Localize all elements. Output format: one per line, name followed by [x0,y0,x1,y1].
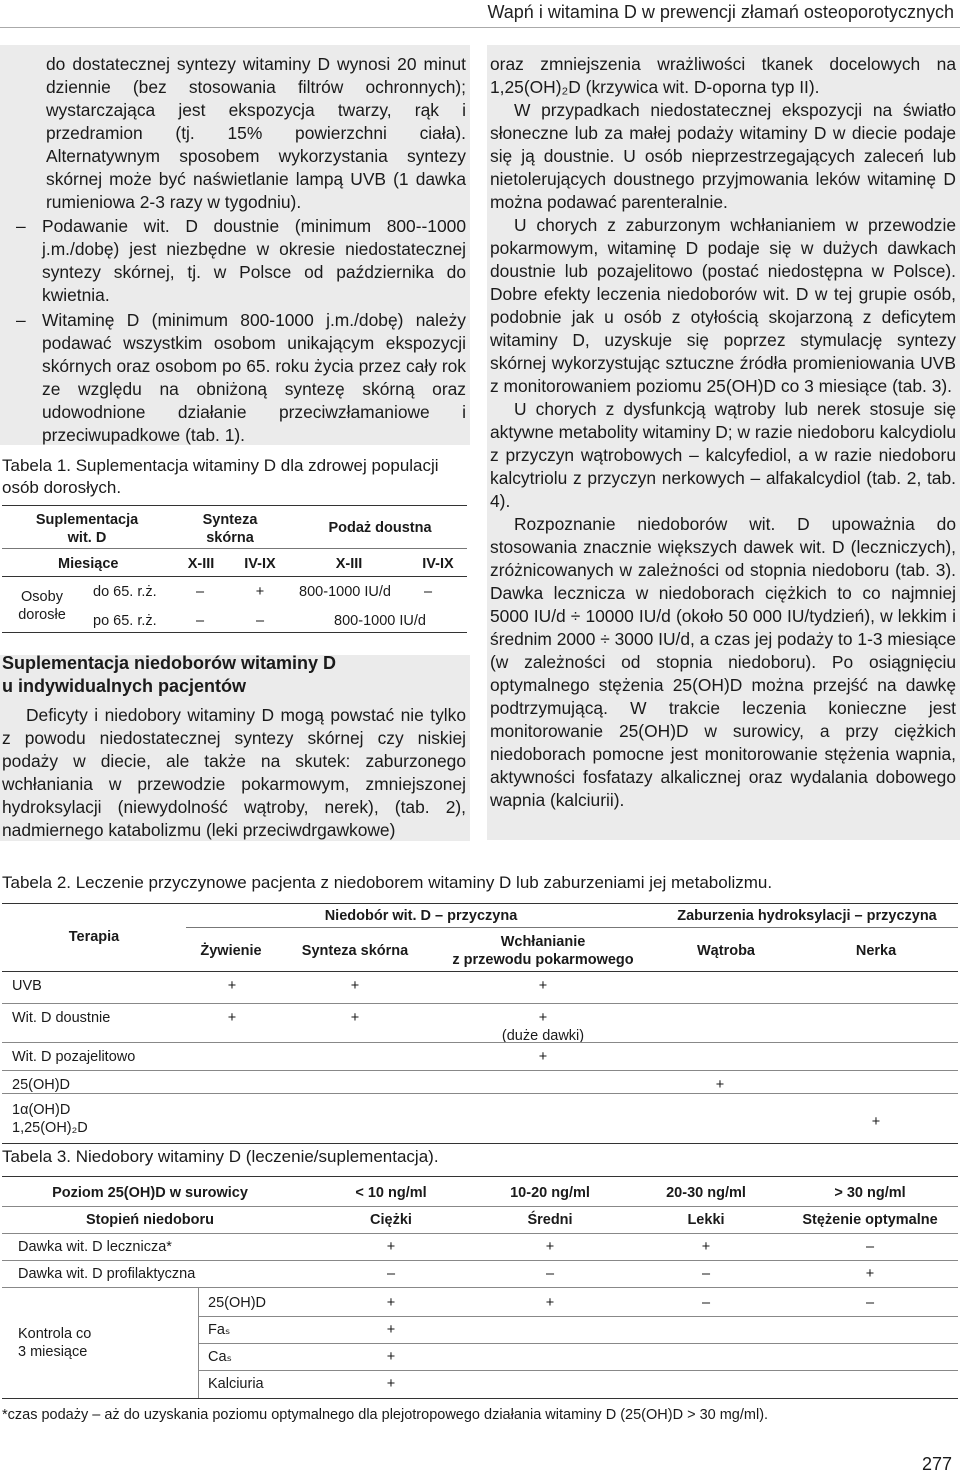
t1-h-supl [22,511,152,547]
t1-row-label-2: dorosłe [18,607,66,623]
t3-cell: Poziom 25(OH)D w surowicy [52,1185,248,1201]
t3-cell: Dawka wit. D profilaktyczna [18,1266,196,1282]
t1-r1-c2: + [255,584,265,600]
t2-h-watroba: Wątroba [697,943,755,959]
t2-cell-wchl-note: (duże dawki) [501,1028,585,1044]
t2-last-label [12,1101,88,1137]
t3-kontrola [18,1325,91,1361]
t2-h-terapia: Terapia [68,929,120,945]
t2-row-rule [2,1093,958,1094]
t1-h-m3: X-III [335,556,363,572]
t3-cell: Stopień niedoboru [85,1212,215,1228]
t1-r2-c1: – [195,613,205,629]
t3-cell: + [701,1239,711,1255]
t3-sub-cell: – [865,1295,875,1311]
t3-top-rule [2,1176,958,1177]
t2-last-label-1: 1α(OH)D [12,1102,71,1118]
section-heading [2,652,470,698]
t3-cell: + [545,1239,555,1255]
t2-last-ner: + [871,1114,881,1130]
t3-cell: Średni [527,1212,573,1228]
t2-bottom-rule [2,1143,958,1144]
right-para-1: oraz zmniejszenia wrażliwości tkanek docelowych na 1,25(OH)₂D (krzywica wit. D-oporna typ II). [490,54,956,97]
left-para-1: do dostatecznej syntezy witaminy D wynosi 20 minut dziennie (bez stosowania filtrów ochronnych); wystarczająca jest ekspozycja twarzy, rąk i przedramion (tj. 15% powierzchni ciała). Alternatywnym sposobem wykorzystania syntezy skórnej może być naświetlanie lampą UVB (1 dawka rumieniowa 2-3 razy w tygodniu). [46,54,466,212]
t1-r2-c3: 800-1000 IU/d [334,613,426,629]
t2-rule-sub [186,927,958,928]
list-item-text: Podawanie wit. D doustnie (minimum 800--1000 j.m./dobę) jest niezbędne w okresie niedostatecznej syntezy skórnej, tj. w Polsce od października do kwietnia. [42,216,466,305]
t2-cell-wat: + [715,1077,725,1093]
t3-sub-cell: + [386,1322,396,1338]
left-list [0,215,466,447]
t3-bottom-rule [2,1398,958,1399]
t1-r1-c3: 800-1000 IU/d [299,584,391,600]
t3-row-rule [2,1206,958,1207]
table1-caption: Tabela 1. Suplementacja witaminy D dla zdrowej populacji osób dorosłych. [2,456,439,497]
t3-kontrola-2: 3 miesiące [18,1344,88,1360]
t2-h-nerka: Nerka [855,943,897,959]
t1-h-supl-line1: Suplementacja [35,512,139,528]
t2-top-rule [2,903,958,904]
t2-row-rule [2,1003,958,1004]
t1-rule-3 [2,576,467,577]
t2-row-label: Wit. D pozajelitowo [12,1049,136,1065]
t1-h-m2: IV-IX [244,556,276,572]
t3-row-rule [2,1260,958,1261]
t2-cell-wchl: + [538,1010,548,1026]
t2-h-wchlanianie [430,933,656,969]
t3-cell: < 10 ng/ml [355,1185,427,1201]
page-number: 277 [921,1454,952,1474]
running-header: Wapń i witamina D w prewencji złamań osteoporotycznych [487,2,954,22]
t2-row-label: Wit. D doustnie [12,1010,111,1026]
t3-vrule [198,1288,199,1398]
t3-sub-cell: Caₛ [208,1349,232,1365]
t2-row-label: 25(OH)D [12,1077,71,1093]
t1-row-label [2,588,82,624]
t3-cell: + [865,1266,875,1282]
right-para-2: W przypadkach niedostatecznej ekspozycji na światło słoneczne lub za małej podaży witaminy D w diecie podaje się ją doustnie. U osób nieprzestrzegających zaleceń lub nietolerujących doustnego przyjmowania leków witaminę D można podawać parenteralnie. [490,100,956,212]
t1-h-podaz: Podaż doustna [328,520,432,536]
section-heading-line2: u indywidualnych pacjentów [2,676,247,696]
t1-h-supl-line2: wit. D [67,530,107,546]
t3-row-rule [2,1233,958,1234]
t3-row-rule [2,1287,958,1288]
t1-h-m4: IV-IX [422,556,454,572]
section-heading-line1: Suplementacja niedoborów witaminy D [2,653,337,673]
t2-h-zywienie: Żywienie [200,943,262,959]
t3-cell: – [865,1239,875,1255]
table1-top-rule [2,505,467,506]
t3-sub-rule [198,1343,958,1344]
t3-cell: > 30 ng/ml [834,1185,906,1201]
t3-sub-rule [198,1370,958,1371]
list-item [0,309,466,447]
t2-cell-wchl: + [538,1049,548,1065]
t2-row-rule [2,1070,958,1071]
t3-kontrola-1: Kontrola co [18,1326,92,1342]
t3-sub-cell: + [386,1349,396,1365]
t1-r1-c4: – [423,584,433,600]
t1-r1-c1: – [195,584,205,600]
t3-sub-rule [198,1316,958,1317]
t2-cell-zyw: + [227,978,237,994]
t3-sub-cell: + [545,1295,555,1311]
t3-sub-cell: 25(OH)D [208,1295,267,1311]
t3-sub-cell: Faₛ [208,1322,231,1338]
t1-h-miesiace: Miesiące [58,556,119,572]
left-column-upper [46,53,466,214]
t1-r2-c2: – [255,613,265,629]
t1-rule-2 [2,548,467,549]
t3-cell: Dawka wit. D lecznicza* [18,1239,172,1255]
right-column [490,53,956,812]
dash-bullet: – [16,310,26,330]
t2-h-synteza: Synteza skórna [301,943,409,959]
t3-cell: 20-30 ng/ml [666,1185,746,1201]
t2-h-zaburzenia: Zaburzenia hydroksylacji – przyczyna [677,908,937,924]
t2-row-rule [2,1042,958,1043]
t3-cell: Lekki [687,1212,725,1228]
dash-bullet: – [16,216,26,236]
t3-footnote: *czas podaży – aż do uzyskania poziomu optymalnego dla plejotropowego działania witaminy D (25(OH)D > 30 mg/ml). [2,1407,769,1423]
t2-cell-wchl: + [538,978,548,994]
header-rule [0,27,960,28]
t3-cell: – [545,1266,555,1282]
t2-header-bottom-rule [2,971,958,972]
list-item [0,215,466,307]
t1-h-synt [170,511,290,547]
t3-sub-cell: + [386,1295,396,1311]
t2-h-wchl-line1: Wchłanianie [500,934,586,950]
t3-cell: + [386,1239,396,1255]
t1-h-synt-line1: Synteza [202,512,258,528]
t3-cell: – [701,1266,711,1282]
table3-caption: Tabela 3. Niedobory witaminy D (leczenie/suplementacja). [2,1147,439,1166]
t2-h-wchl-line2: z przewodu pokarmowego [452,952,634,968]
t3-sub-cell: Kalciuria [208,1376,264,1392]
t2-cell-synt: + [350,1010,360,1026]
t1-r1-age: do 65. r.ż. [93,584,157,600]
right-para-4: U chorych z dysfunkcją wątroby lub nerek stosuje się aktywne metabolity witaminy D; w razie niedoboru kalcydiolu z przyczyn wątrobowych – kalcyfediol, a w razie niedoboru kalcytriolu z przyczyn nerkowych – alfakalcydiol (tab. 2, tab. 4). [490,399,956,511]
t3-cell: Stężenie optymalne [802,1212,938,1228]
t3-sub-cell: – [701,1295,711,1311]
t1-bottom-rule [2,632,467,633]
t3-cell: – [386,1266,396,1282]
list-item-text: Witaminę D (minimum 800-1000 j.m./dobę) należy podawać wszystkim osobom unikającym ekspozycji skórnych oraz osobom po 65. roku życia przez cały rok ze względu na obniżoną syntezę skórną oraz udowodnione działanie przeciwzłamaniowe i przeciwupadkowe (tab. 1). [42,310,466,445]
t1-row-label-1: Osoby [21,589,63,605]
right-para-5: Rozpoznanie niedoborów wit. D upoważnia do stosowania znacznie większych dawek wit. D (leczniczych), zróżnicowanych w zależności od stopnia niedoboru (tab. 3). Dawka lecznicza w niedoborach ciężkich to co najmniej 5000 IU/d ÷ 10000 IU/d (około 50 000 IU/tydzień), w lekkim i średnim 2000 ÷ 3000 IU/d, a czas jej podaży to 1-3 miesiące (w zależności od stopnia niedoboru). Po osiągnięciu optymalnego stężenia 25(OH)D można przejść na dawkę podtrzymującą. W trakcie leczenia konieczne jest monitorowanie 25(OH)D w surowicy, a przy ciężkich niedoborach pomocne jest monitorowanie stężenia wapnia, aktywności fosfatazy alkalicznej oraz wydalania dobowego wapnia (kalciurii). [490,514,956,810]
t1-h-m1: X-III [187,556,215,572]
t1-h-synt-line2: skórna [206,530,254,546]
t3-cell: 10-20 ng/ml [510,1185,590,1201]
t2-cell-synt: + [350,978,360,994]
t3-sub-cell: + [386,1376,396,1392]
t2-last-label-2: 1,25(OH)₂D [12,1120,88,1136]
t2-h-niedobor: Niedobór wit. D – przyczyna [324,908,518,924]
left-para-2: Deficyty i niedobory witaminy D mogą powstać nie tylko z powodu niedostatecznej syntezy skórnej czy niskiej podaży w diecie, ale także na skutek: zaburzonego wchłaniania w przewodzie pokarmowym, zmniejszonej hydroksylacji (niewydolność wątroby, nerek), (tab. 2), nadmiernego katabolizmu (leki przeciwdrgawkowe) [2,705,466,840]
t1-r2-age: po 65. r.ż. [93,613,157,629]
t2-row-label: UVB [12,978,42,994]
t3-cell: Ciężki [370,1212,412,1228]
table2-caption: Tabela 2. Leczenie przyczynowe pacjenta z niedoborem witaminy D lub zaburzeniami jej metabolizmu. [2,873,773,892]
t2-cell-zyw: + [227,1010,237,1026]
right-para-3: U chorych z zaburzonym wchłanianiem w przewodzie pokarmowym, witaminę D podaje się w dużych dawkach doustnie lub pozajelitowo (postać niedostępna w Polsce). Dobre efekty leczenia niedoborów wit. D w tej grupie osób, podobnie jak u osób z otyłością skojarzoną z deficytem witaminy D, uzyskuje się poprzez stymulację syntezy skórnej wykorzystując sztuczne źródła promieniowania UVB z monitorowaniem poziomu 25(OH)D co 3 miesiące (tab. 3). [490,215,956,396]
